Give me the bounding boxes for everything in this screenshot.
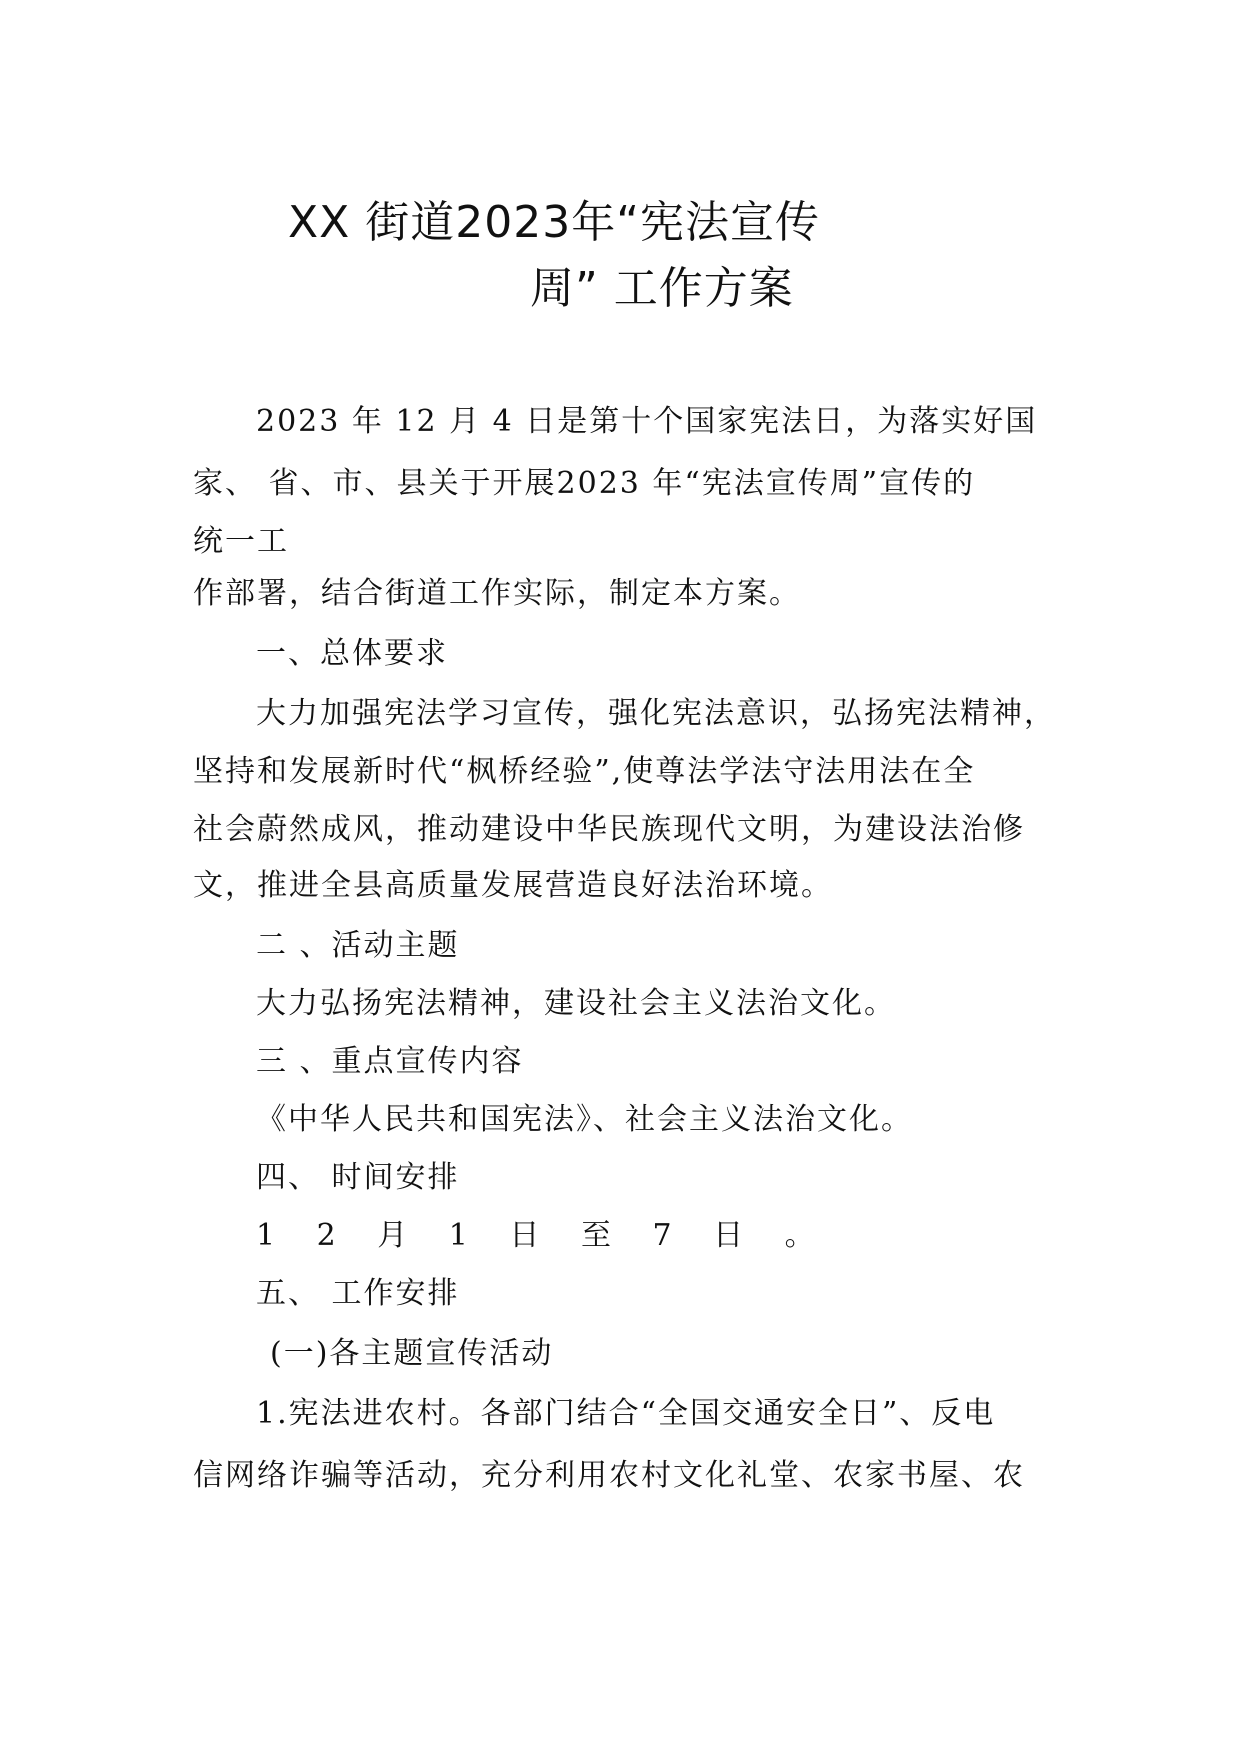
paragraph-line-intro-1: 2023 年 12 月 4 日是第十个国家宪法日，为落实好国 — [256, 404, 1038, 439]
paragraph-line-intro-3: 统一工 — [193, 524, 289, 559]
section-heading-4: 四、 时间安排 — [256, 1160, 460, 1195]
paragraph-line-intro-2: 家、 省、市、县关于开展2023 年“宪法宣传周”宣传的 — [193, 466, 976, 501]
paragraph-line-content: 《中华人民共和国宪法》、社会主义法治文化。 — [256, 1102, 913, 1137]
paragraph-line-intro-4: 作部署，结合街道工作实际，制定本方案。 — [193, 576, 801, 611]
paragraph-line-requirements-3: 社会蔚然成风，推动建设中华民族现代文明，为建设法治修 — [193, 812, 1025, 847]
document-title-line-1: XX 街道2023年“宪法宣传 — [288, 197, 821, 248]
paragraph-line-theme: 大力弘扬宪法精神，建设社会主义法治文化。 — [256, 986, 896, 1021]
document-title-line-2: 周” 工作方案 — [530, 263, 794, 314]
paragraph-line-requirements-2: 坚持和发展新时代“枫桥经验”,使尊法学法守法用法在全 — [193, 754, 976, 789]
section-heading-5: 五、 工作安排 — [256, 1276, 460, 1311]
paragraph-line-requirements-1: 大力加强宪法学习宣传，强化宪法意识，弘扬宪法精神， — [256, 696, 1056, 731]
section-heading-1: 一、总体要求 — [256, 636, 448, 671]
paragraph-line-activity-2: 信网络诈骗等活动，充分利用农村文化礼堂、农家书屋、农 — [193, 1458, 1025, 1493]
paragraph-line-schedule: 1 2 月 1 日 至 7 日 。 — [256, 1218, 831, 1253]
paragraph-line-activity-1: 1.宪法进农村。各部门结合“全国交通安全日”、反电 — [256, 1396, 996, 1431]
section-heading-2: 二 、活动主题 — [256, 928, 460, 963]
subsection-heading-1: (一)各主题宣传活动 — [270, 1336, 554, 1371]
paragraph-line-requirements-4: 文，推进全县高质量发展营造良好法治环境。 — [193, 868, 833, 903]
section-heading-3: 三 、重点宣传内容 — [256, 1044, 524, 1079]
